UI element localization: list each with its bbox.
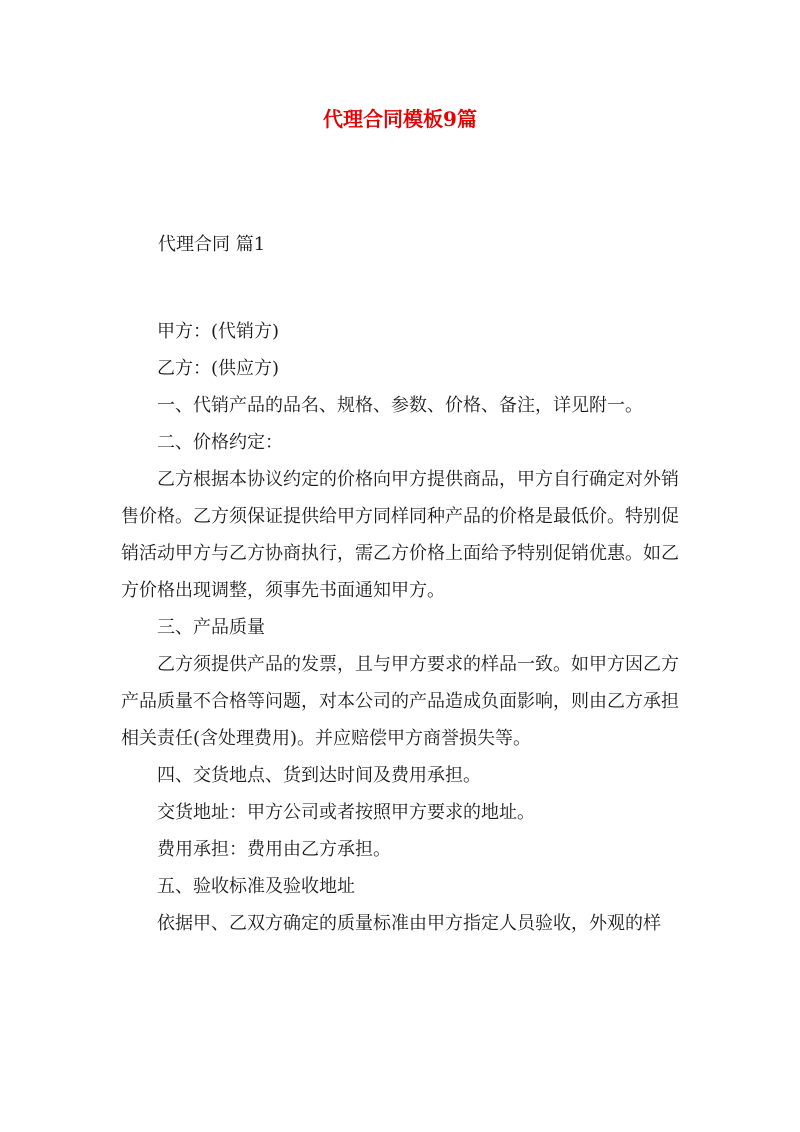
paragraph-clause-5-heading: 五、验收标准及验收地址 [157,876,355,897]
paragraph-party-b: 乙方：(供应方) [157,358,280,379]
paragraph-clause-2-body: 乙方根据本协议约定的价格向甲方提供商品，甲方自行确定对外销售价格。乙方须保证提供给甲方同样同种产品的价格是最低价。特别促销活动甲方与乙方协商执行，需乙方价格上面给予特别促销优惠。如乙方价格出现调整，须事先书面通知甲方。 [121,469,679,601]
paragraph-cost-bearing: 费用承担：费用由乙方承担。 [157,839,391,860]
section-heading: 代理合同 篇1 [158,234,266,255]
paragraph-clause-1: 一、代销产品的品名、规格、参数、价格、备注，详见附一。 [157,395,643,416]
document-title: 代理合同模板9篇 [323,107,477,131]
paragraph-party-a: 甲方：(代销方) [157,321,280,342]
paragraph-delivery-address: 交货地址：甲方公司或者按照甲方要求的地址。 [157,802,535,823]
paragraph-clause-4-heading: 四、交货地点、货到达时间及费用承担。 [157,765,481,786]
paragraph-clause-3-body: 乙方须提供产品的发票，且与甲方要求的样品一致。如甲方因乙方产品质量不合格等问题，对本公司的产品造成负面影响，则由乙方承担相关责任(含处理费用)。并应赔偿甲方商誉损失等。 [121,654,679,749]
paragraph-clause-3-heading: 三、产品质量 [157,617,265,638]
paragraph-clause-5-body: 依据甲、乙双方确定的质量标准由甲方指定人员验收，外观的样 [157,913,661,934]
document-body [121,313,689,942]
paragraph-clause-2-heading: 二、价格约定： [157,432,283,453]
